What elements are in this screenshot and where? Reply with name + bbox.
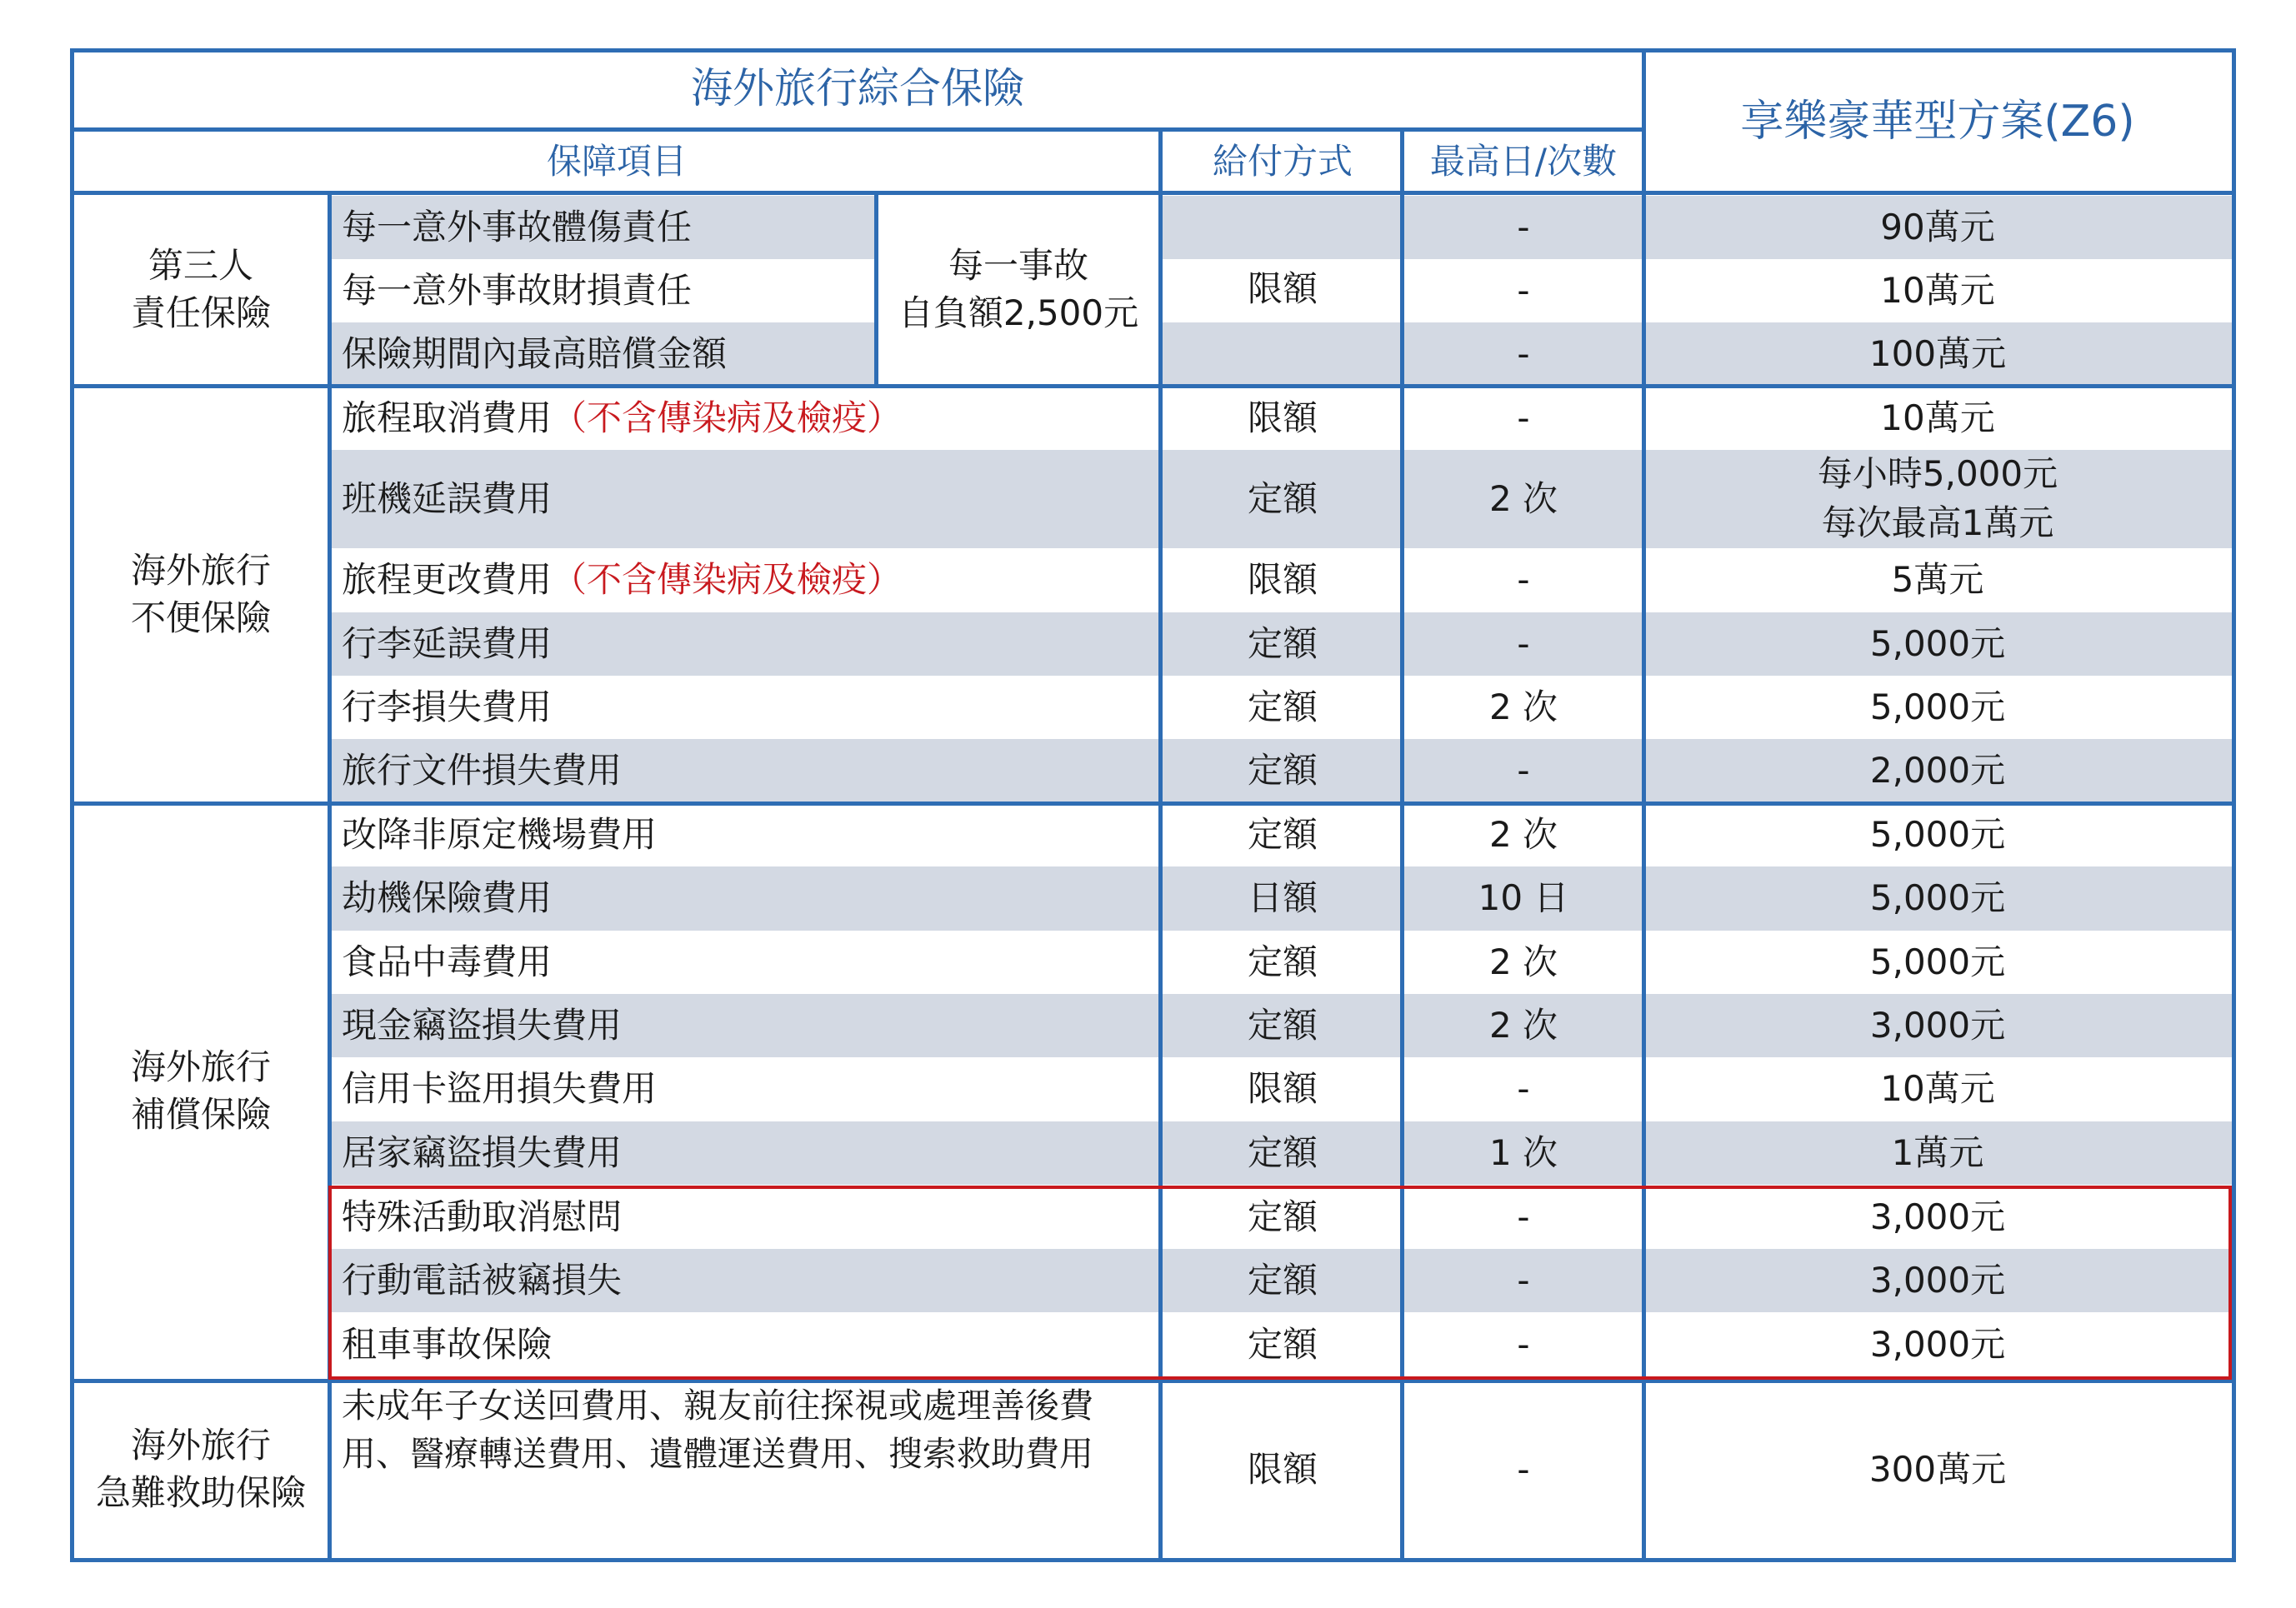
grid-line [70,48,74,1562]
category-line: 第三人 [148,244,253,286]
grid-line [70,384,2236,388]
category-line: 補償保險 [130,1093,271,1135]
payment-method: 日額 [1247,877,1318,919]
max-limit: - [1517,269,1530,311]
category-line: 海外旅行 [130,1425,271,1466]
max-limit: - [1517,1068,1530,1110]
plan-name: 享樂豪華型方案(Z6) [1740,96,2135,147]
coverage-item: 每一意外事故財損責任 [342,269,693,311]
payment-method: 定額 [1247,477,1318,519]
payment-method: 限額 [1247,397,1318,438]
coverage-amount: 5萬元 [1891,559,1984,601]
payment-method: 限額 [1247,1448,1318,1490]
grid-line [70,48,2236,52]
item-label: 旅程更改費用 [342,559,553,601]
coverage-item: 租車事故保險 [342,1323,553,1365]
coverage-amount: 10萬元 [1880,1068,1995,1110]
category-line: 海外旅行 [130,550,271,592]
item-label: 旅程取消費用 [342,397,553,438]
exclusion-note: （不含傳染病及檢疫） [552,397,903,438]
coverage-amount: 3,000元 [1869,1323,2006,1365]
coverage-item: 旅行文件損失費用 [342,749,623,791]
max-limit: 2 次 [1488,941,1558,982]
amount-line: 每次最高1萬元 [1821,502,2054,543]
deductible-line: 每一事故 [948,244,1088,286]
coverage-item: 行李損失費用 [342,686,553,727]
category-emergency [72,1381,330,1558]
coverage-amount: 5,000元 [1869,686,2006,727]
max-limit: 1 次 [1488,1131,1558,1173]
coverage-amount: 10萬元 [1880,269,1995,311]
max-limit: - [1517,332,1530,374]
coverage-item: 食品中毒費用 [342,941,553,982]
item-line: 用、醫療轉送費用、遺體運送費用、搜索救助費用 [342,1434,1093,1475]
column-header-limit: 最高日/次數 [1429,140,1618,182]
max-limit: - [1517,1448,1530,1490]
coverage-amount [1643,450,2232,548]
coverage-amount: 100萬元 [1868,332,2007,374]
payment-method: 定額 [1247,1004,1318,1046]
payment-method: 定額 [1247,941,1318,982]
coverage-amount: 5,000元 [1869,877,2006,919]
coverage-item: 劫機保險費用 [342,877,553,919]
coverage-amount: 5,000元 [1869,622,2006,664]
coverage-item: 班機延誤費用 [342,477,553,519]
coverage-amount: 3,000元 [1869,1196,2006,1237]
max-limit: 2 次 [1488,813,1558,855]
coverage-amount: 1萬元 [1891,1131,1984,1173]
coverage-item: 每一意外事故體傷責任 [342,206,693,247]
payment-method: 定額 [1247,686,1318,727]
max-limit: 2 次 [1488,686,1558,727]
payment-method: 定額 [1247,1323,1318,1365]
payment-method: 限額 [1247,268,1318,310]
new-coverage-highlight [328,1186,2232,1380]
column-header-item: 保障項目 [546,140,687,182]
coverage-amount: 5,000元 [1869,941,2006,982]
exclusion-note: （不含傳染病及檢疫） [552,559,903,601]
coverage-amount: 90萬元 [1880,206,1995,247]
grid-line [70,191,2236,195]
payment-method: 限額 [1247,559,1318,601]
coverage-item: 信用卡盜用損失費用 [342,1068,658,1110]
coverage-item: 改降非原定機場費用 [342,813,658,855]
coverage-item: 行動電話被竊損失 [342,1259,623,1301]
payment-method: 定額 [1247,1196,1318,1237]
max-limit: - [1517,749,1530,791]
grid-line [70,127,1645,132]
category-line: 責任保險 [130,292,271,333]
category-compensation [72,803,330,1379]
coverage-amount: 2,000元 [1869,749,2006,791]
payment-method: 定額 [1247,749,1318,791]
max-limit: - [1517,622,1530,664]
coverage-item [332,1381,1160,1558]
max-limit: 10 日 [1478,877,1569,919]
coverage-amount: 300萬元 [1868,1448,2007,1490]
coverage-amount: 10萬元 [1880,397,1995,438]
max-limit: - [1517,1323,1530,1365]
coverage-amount: 3,000元 [1869,1004,2006,1046]
max-limit: - [1517,559,1530,601]
max-limit: - [1517,1196,1530,1237]
coverage-amount: 5,000元 [1869,813,2006,855]
coverage-amount: 3,000元 [1869,1259,2006,1301]
coverage-item: 特殊活動取消慰問 [342,1196,623,1237]
max-limit: - [1517,1259,1530,1301]
category-line: 急難救助保險 [95,1472,306,1513]
max-limit: 2 次 [1488,1004,1558,1046]
grid-line [70,802,2236,806]
payment-method: 定額 [1247,813,1318,855]
category-third-party [72,194,330,385]
max-limit: - [1517,397,1530,438]
coverage-item: 居家竊盜損失費用 [342,1131,623,1173]
deductible-line: 自負額2,500元 [898,292,1139,333]
payment-method: 定額 [1247,1259,1318,1301]
category-line: 海外旅行 [130,1046,271,1087]
grid-line [874,191,878,388]
coverage-item: 現金竊盜損失費用 [342,1004,623,1046]
table-title: 海外旅行綜合保險 [691,64,1024,113]
coverage-item: 行李延誤費用 [342,622,553,664]
coverage-item: 保險期間內最高賠償金額 [342,332,728,374]
grid-line [70,1558,2236,1562]
payment-method: 限額 [1247,1068,1318,1110]
item-line: 未成年子女送回費用、親友前往探視或處理善後費 [342,1386,1093,1426]
deductible-note [877,194,1160,385]
grid-line [2232,48,2236,1562]
category-inconvenience [72,387,330,803]
payment-method: 定額 [1247,622,1318,664]
coverage-item [332,387,1160,450]
column-header-method: 給付方式 [1212,140,1353,182]
max-limit: 2 次 [1488,477,1558,519]
payment-method: 定額 [1247,1131,1318,1173]
category-line: 不便保險 [130,597,271,638]
coverage-item [332,548,1160,612]
amount-line: 每小時5,000元 [1817,453,2058,495]
max-limit: - [1517,206,1530,247]
